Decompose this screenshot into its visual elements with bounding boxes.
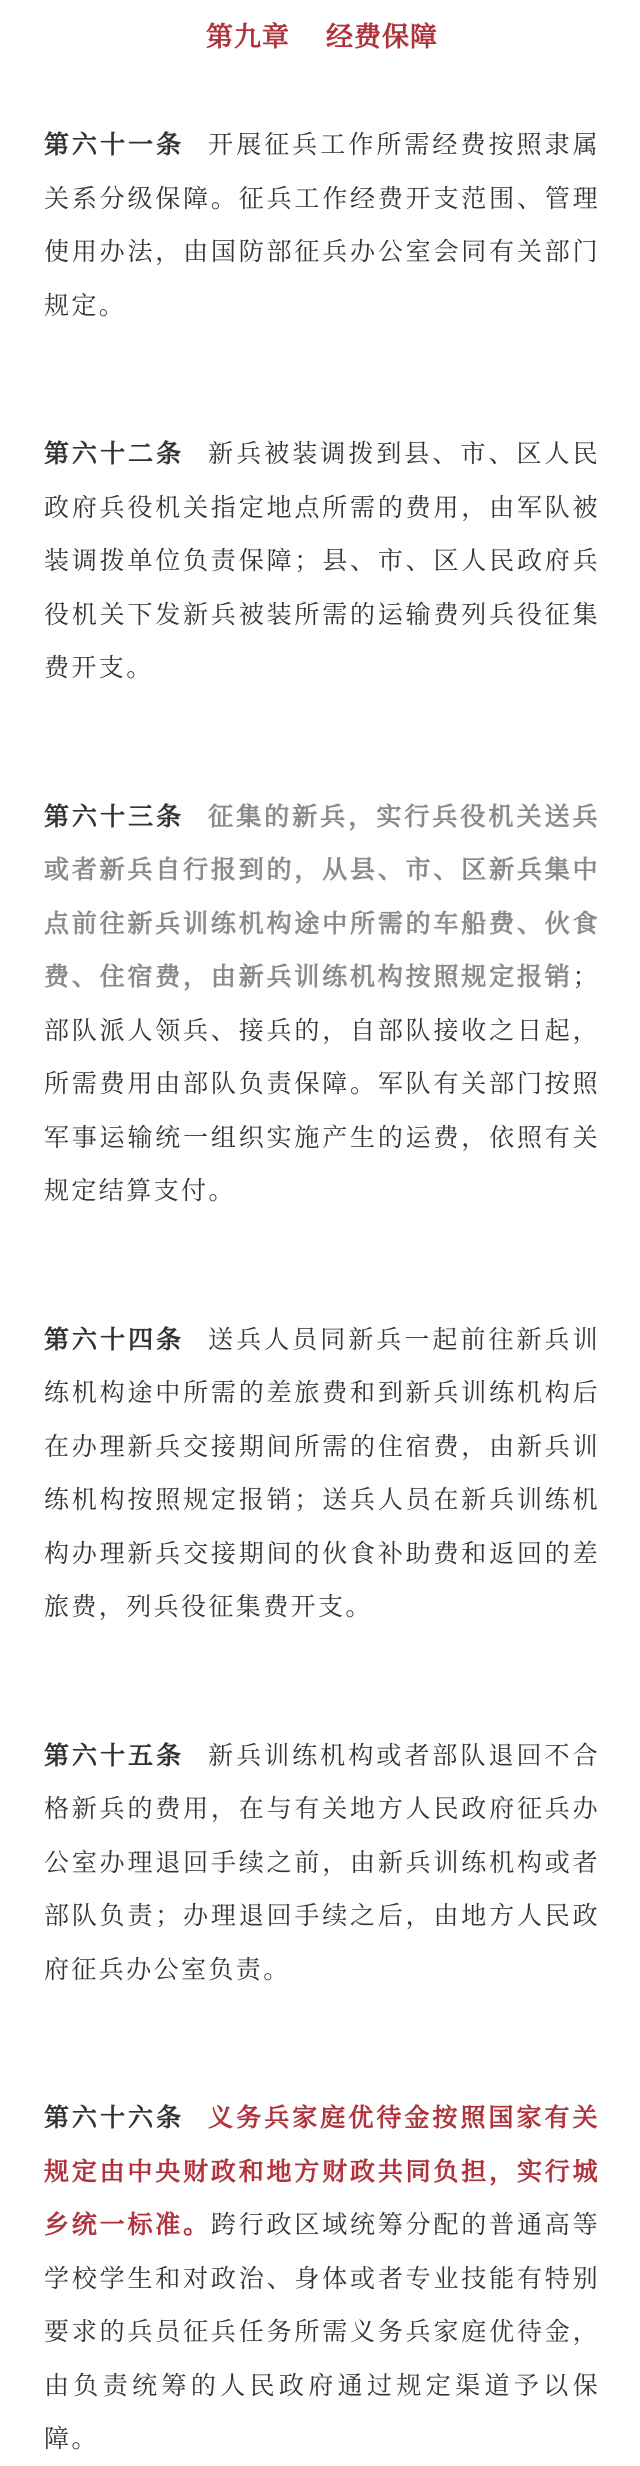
article-66 — [44, 2091, 600, 2466]
article-65 — [44, 1729, 600, 1997]
chapter-name: 经费保障 — [326, 22, 438, 53]
article-text: ；部队派人领兵、接兵的，自部队接收之日起，所需费用由部队负责保障。军队有关部门按照军事运输统一组织实施产生的运费，依照有关规定结算支付。 — [44, 962, 600, 1205]
article-text: 新兵被装调拨到县、市、区人民政府兵役机关指定地点所需的费用，由军队被装调拨单位负责保障；县、市、区人民政府兵役机关下发新兵被装所需的运输费列兵役征集费开支。 — [44, 439, 600, 682]
article-text: 跨行政区域统筹分配的普通高等学校学生和对政治、身体或者专业技能有特别要求的兵员征兵任务所需义务兵家庭优待金，由负责统筹的人民政府通过规定渠道予以保障。 — [44, 2210, 600, 2453]
article-number: 第六十六条 — [44, 2103, 185, 2132]
article-62 — [44, 427, 600, 695]
article-61 — [44, 118, 600, 332]
article-number: 第六十三条 — [44, 801, 185, 831]
article-number: 第六十二条 — [44, 439, 185, 468]
article-highlight: 义务兵家庭优待金按照国家有关规定由中央财政和地方财政共同负担，实行城乡统一标准。 — [44, 2103, 600, 2239]
article-number: 第六十五条 — [44, 1740, 185, 1770]
article-64 — [44, 1313, 600, 1634]
chapter-number: 第九章 — [206, 22, 290, 53]
article-text: 开展征兵工作所需经费按照隶属关系分级保障。征兵工作经费开支范围、管理使用办法，由国防部征兵办公室会同有关部门规定。 — [44, 130, 600, 320]
article-text: 送兵人员同新兵一起前往新兵训练机构途中所需的差旅费和到新兵训练机构后在办理新兵交接期间所需的住宿费，由新兵训练机构按照规定报销；送兵人员在新兵训练机构办理新兵交接期间的伙食补助费和返回的差旅费，列兵役征集费开支。 — [44, 1324, 600, 1621]
article-63 — [44, 790, 600, 1218]
article-text: 新兵训练机构或者部队退回不合格新兵的费用，在与有关地方人民政府征兵办公室办理退回手续之前，由新兵训练机构或者部队负责；办理退回手续之后，由地方人民政府征兵办公室负责。 — [44, 1740, 600, 1984]
article-highlight: 征集的新兵，实行兵役机关送兵或者新兵自行报到的，从县、市、区新兵集中点前往新兵训练机构途中所需的车船费、伙食费、住宿费，由新兵训练机构按照规定报销 — [44, 801, 600, 991]
article-number: 第六十一条 — [44, 130, 185, 159]
article-number: 第六十四条 — [44, 1324, 185, 1354]
chapter-title — [44, 16, 600, 60]
